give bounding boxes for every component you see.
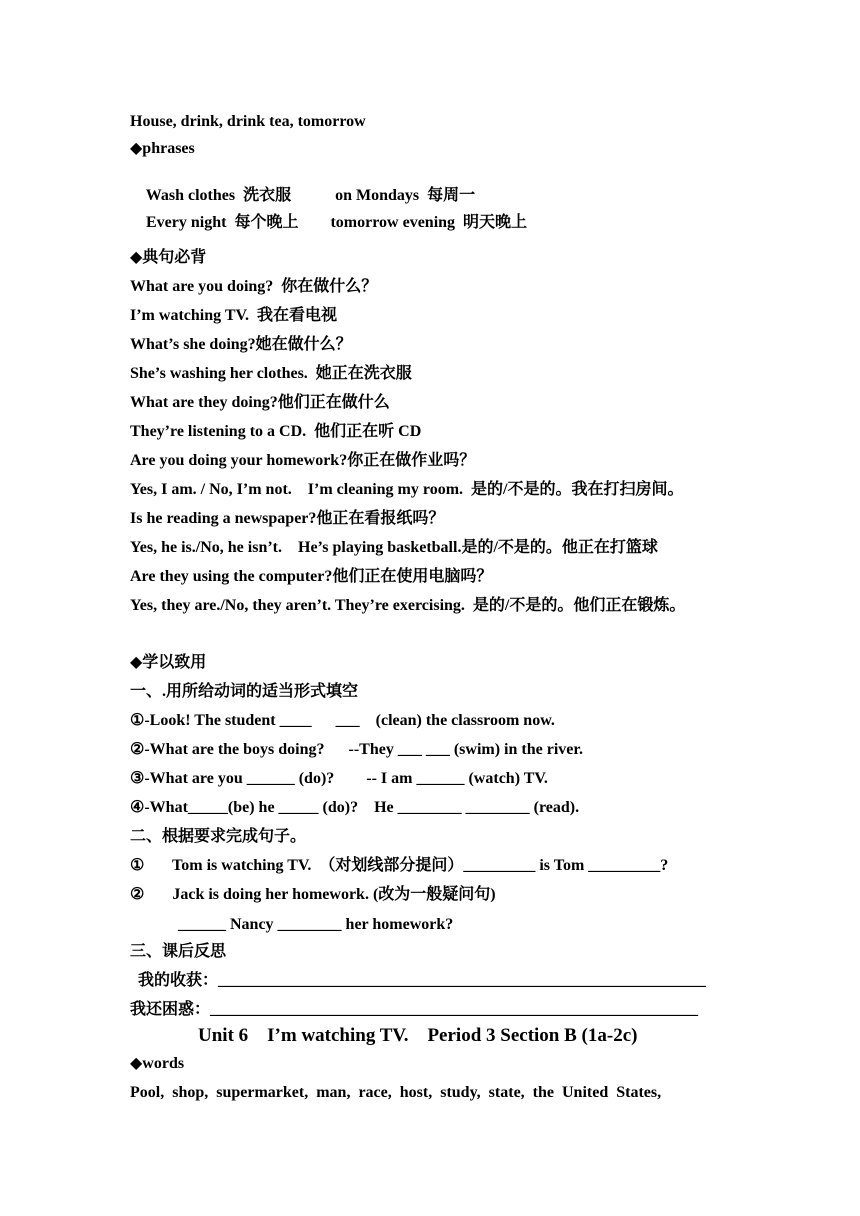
phrase-zh: 洗衣服 [243, 187, 292, 204]
part1-heading: 一、.用所给动词的适当形式填空 [130, 683, 359, 700]
exercise-item: ② Jack is doing her homework. (改为一般疑问句) [130, 886, 496, 903]
key-sentence: They’re listening to a CD. 他们正在听 CD [130, 423, 422, 440]
exercise-item: ②-What are the boys doing? --They ___ ___ (swim) in the river. [130, 741, 583, 758]
key-sentences-heading: ◆典句必背 [130, 249, 207, 266]
key-sentence: What are you doing? 你在做什么？ [130, 278, 378, 295]
phrase-zh: 明天晚上 [463, 214, 528, 231]
phrase-zh: 每周一 [427, 187, 476, 204]
words2-line: Pool, shop, supermarket, man, race, host, study, state, the United States, [130, 1084, 662, 1101]
exercise-item: ①-Look! The student ____ ___ (clean) the classroom now. [130, 712, 555, 729]
key-sentence: Yes, I am. / No, I’m not. I’m cleaning my room. 是的/不是的。我在打扫房间。 [130, 481, 684, 498]
key-sentence: Are they using the computer?他们正在使用电脑吗？ [130, 568, 493, 585]
practice-heading: ◆学以致用 [130, 654, 207, 671]
part2-heading: 二、根据要求完成句子。 [130, 828, 307, 845]
phrase-en: on Mondays [335, 187, 420, 204]
phrase-row [130, 193, 527, 253]
phrases-heading: ◆phrases [130, 140, 195, 157]
exercise-item: ① Tom is watching TV. （对划线部分提问）_________ is Tom _________? [130, 857, 669, 874]
key-sentence: Is he reading a newspaper?他正在看报纸吗？ [130, 510, 445, 527]
exercise-item: ④-What_____(be) he _____ (do)? He ________ ________ (read). [130, 799, 580, 816]
phrase-en: tomorrow evening [330, 214, 456, 231]
key-sentence: Yes, he is./No, he isn’t. He’s playing basketball.是的/不是的。他正在打篮球 [130, 539, 658, 556]
key-sentence: What are they doing?他们正在做什么 [130, 394, 390, 411]
key-sentence: She’s washing her clothes. 她正在洗衣服 [130, 365, 412, 382]
key-sentence: What’s she doing?她在做什么？ [130, 336, 352, 353]
phrase-zh: 每个晚上 [234, 214, 299, 231]
reflection-gains: 我的收获：_____________________________________________________________ [130, 972, 707, 989]
key-sentence: Are you doing your homework?你正在做作业吗？ [130, 452, 476, 469]
part3-heading: 三、课后反思 [130, 943, 227, 960]
key-sentence: I’m watching TV. 我在看电视 [130, 307, 337, 324]
phrase-en: Every night [146, 214, 227, 231]
words-line: House, drink, drink tea, tomorrow [130, 113, 366, 130]
unit-title: Unit 6 I’m watching TV. Period 3 Section B (1a-2c) [198, 1025, 638, 1046]
words-heading: ◆words [130, 1055, 185, 1072]
exercise-item: ______ Nancy ________ her homework? [130, 916, 454, 933]
key-sentence: Yes, they are./No, they aren’t. They’re exercising. 是的/不是的。他们正在锻炼。 [130, 597, 686, 614]
reflection-confusion: 我还困惑：_____________________________________________________________ [130, 1001, 699, 1018]
phrase-en: Wash clothes [145, 187, 236, 204]
exercise-item: ③-What are you ______ (do)? -- I am ______ (watch) TV. [130, 770, 548, 787]
